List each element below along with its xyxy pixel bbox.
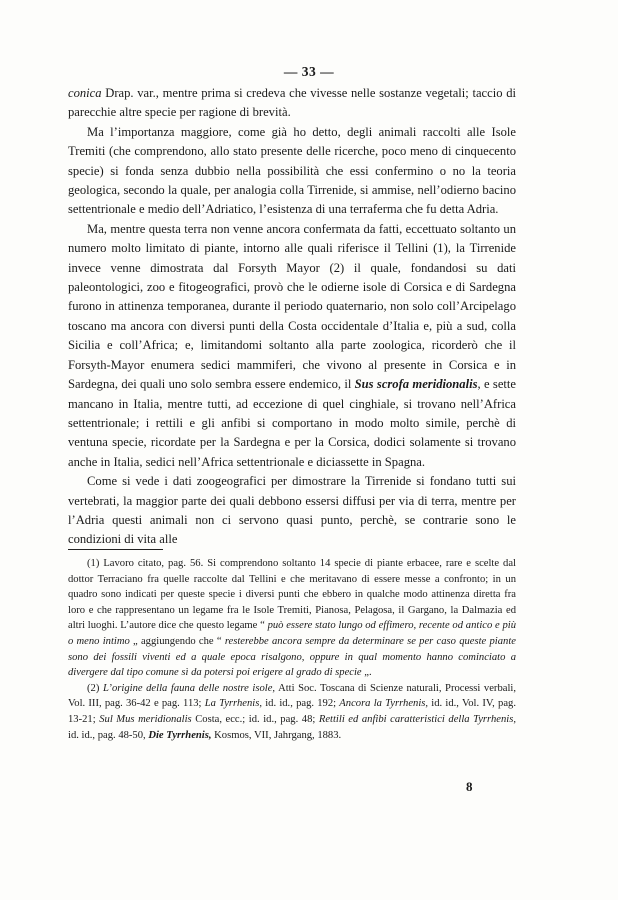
footnotes [68,556,516,743]
paragraph [68,220,516,472]
footnote-divider [68,549,163,550]
text-run: Ma, mentre questa terra non venne ancora confermata da fatti, eccettuato soltanto un numero molto limitato di piante, intorno alle quali riferisce il Tellini (1), la Tirrenide invece venne dimostrata dal Forsyth Mayor (2) il quale, fondandosi su dati paleontologici, zoo e fitogeografici, provò che le odierne isole di Corsica e di Sardegna furono in attinenza temporanea, durante il periodo quaternario, non solo coll’Arcipelago toscano ma ancora con diversi punti della Costa occidentale d’Italia e, più a sud, colla Sicilia e coll’Africa; e, limitandomi soltanto alla parte zoologica, ricorderò che il Forsyth-Mayor enumera sedici mammiferi, che vivono al presente in Corsica e in Sardegna, dei quali uno solo sembra essere endemico, il [68,221,516,392]
text-run: L’origine della fauna delle nostre isole, [102,682,276,694]
paragraph [68,123,516,220]
text-run: Atti Soc. Toscana di Scienze naturali, Processi verbali, Vol. III, pag. 36-42 e pag. 113; [68,682,516,710]
signature-mark: 8 [466,779,473,794]
text-run: Costa, ecc.; id. id., pag. 48; [191,713,319,725]
text-run: (2) [87,682,103,694]
text-run: „ aggiungendo che “ [129,635,225,647]
footnote [68,681,516,743]
text-run: Kosmos, VII, Jahrgang, 1883. [211,729,342,741]
text-run-emphasis [355,377,478,391]
text-run: id. id., pag. 192; [261,698,340,710]
text-run: Rettili ed anfibi caratteristici della Tyrrhenis, [318,713,516,725]
text-run-emphasis [148,730,211,741]
text-run: Ma l’importanza maggiore, come già ho detto, degli animali raccolti alle Isole Tremiti (che comprendono, allo stato presente delle ricerche, poco meno di cinquecento specie) si fonda senza dubbio nella possibilità che essi confermino o no la teoria geologica, secondo la quale, per analogia colla Tirrenide, si ammise, nell’odierno bacino settentrionale e medio dell’Adriatico, l’esistenza di una terraferma che fu detta Adria. [68,124,516,217]
footnote [68,556,516,681]
page-number-header: — 33 — [283,64,335,79]
text-run: Ancora la Tyrrhenis, [339,698,429,710]
text-run: Drap. var., mentre prima si credeva che vivesse nelle sostanze vegetali; taccio di parecchie altre specie per ragione di brevità. [68,86,516,120]
text-run: La Tyrrhenis, [204,698,262,710]
text-run: conica [68,86,102,100]
text-run: id. id., pag. 48-50, [68,729,149,741]
text-run: resterebbe ancora sempre da determinare se per caso queste piante sono dei fossili viventi ed a quale epoca risalgono, oppure in qual momento hanno cominciato a divergere dal tipo comune sì da potersi poi erigere al grado di specie [68,635,516,679]
text-run: , e sette mancano in Italia, mentre tutti, ad eccezione di quel cinghiale, si trovano nell’Africa settentrionale; i rettili e gli anfibi si comportano in modo molto simile, perchè di ventuna specie, ricordate per la Sardegna e per la Corsica, dodici solamente si trovano anche in Italia, sedici nell’Africa settentrionale e diciassette in Spagna. [68,377,516,469]
paragraph [68,84,516,123]
text-run: id. id., Vol. IV, pag. 13-21; [68,698,516,725]
text-run: Sul Mus meridionalis [99,713,192,725]
text-run: Sus scrofa meridionalis [354,377,478,392]
main-body-text [68,84,516,550]
text-run: può essere stato lungo od effimero, recente od antico e più o meno intimo [68,620,516,647]
text-run: Die Tyrrhenis, [148,729,212,741]
paragraph [68,472,516,550]
text-run: (1) Lavoro citato, pag. 56. Si comprendono soltanto 14 specie di piante erbacee, rare e scelte dal dottor Terraciano fra quelle raccolte dal Tellini e che meritavano di essere messe a confronto; in un quadro sono indicati per queste specie i diversi punti che ebbero in qualche modo attinenza diretta fra loro e che rappresentano un legame fra le Isole Tremiti, Pianosa, Pelagosa, il Gargano, la Dalmazia ed altri luoghi. L’autore dice che questo legame “ [68,558,516,632]
text-run: „. [361,667,372,679]
text-run: Come si vede i dati zoogeografici per dimostrare la Tirrenide si fondano tutti sui vertebrati, la maggior parte dei quali debbono essersi diffusi per via di terra, mentre per l’Adria questi animali non ci servono quasi punto, perchè, se contrarie sono le condizioni di vita alle [68,474,516,547]
